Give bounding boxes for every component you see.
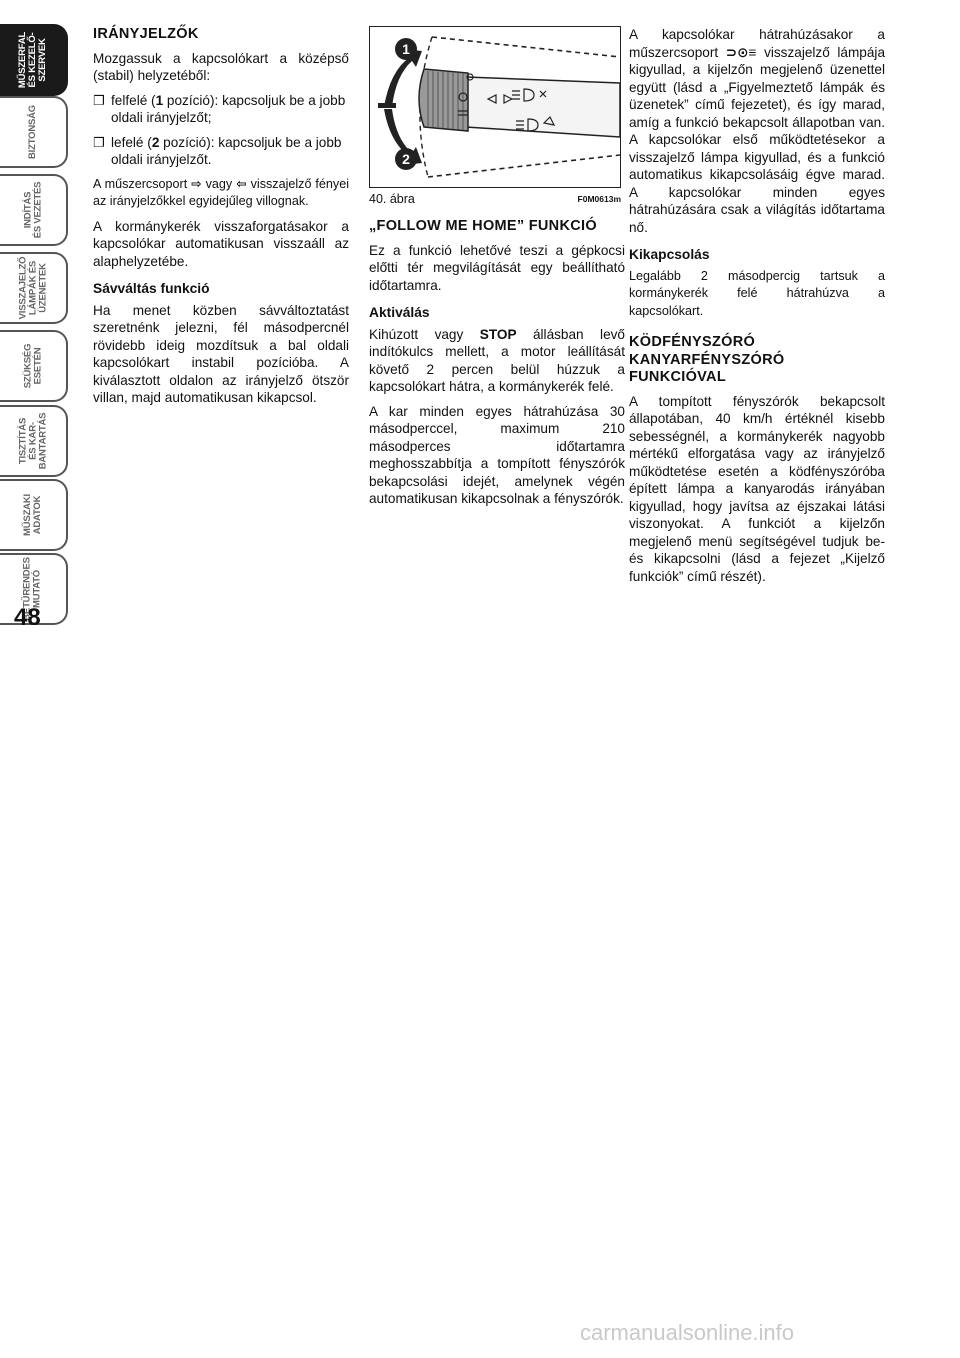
sub-heading: Sávváltás funkció [93,281,210,296]
figure-code: F0M0613m [577,194,621,204]
sub-heading: Kikapcsolás [629,247,710,262]
paragraph: A kapcsolókar hátrahúzásakor a műszercsoport ⊃⊙≡ visszajelző lámpája kigyullad, a kijelzőn megjelenő üzenettel együtt (lásd a „Figyelmeztető lámpák és üzenetek” című fejezetet), és így marad, amíg a funkció bekapcsolt állapotban van. A kapcsolókar első működtetésekor a visszajelző lámpa kigyullad, és a funkció automatikus kikapcsolásáig égve marad. A kapcsolókar minden egyes hátrahúzására csak a világítás időtartama nő. [629,27,885,235]
tab-inditas[interactable] [0,174,68,246]
page-number: 48 [14,604,41,631]
stalk-figure [369,26,621,188]
paragraph: A tompított fényszórók bekapcsolt állapotában, 40 km/h értéknél kisebb sebességnél, a kormánykerék nagyobb mértékű elforgatása vagy az irányjelző működtetése esetén a ködfényszóróba épített lámpa a kanyarodás irányában kigyullad, hogy javítsa az éjszakai látási viszonyokat. A funkciót a kijelzőn megjelenő menü segítségével tudjuk be- és kikapcsolni (lásd a fejezet „Kijelző funkciók” című részét). [629,393,885,584]
tab-label: MŰSZAKI ADATOK [22,494,43,536]
paragraph: A kormánykerék visszaforgatásakor a kapcsolókar automatikusan visszaáll az alaphelyzetébe. [93,218,349,269]
marker-1: 1 [402,41,410,57]
list-item [93,134,349,169]
tab-label: VISSZAJELZŐ LÁMPÁK ÉS ÜZENETEK [16,256,48,320]
paragraph: Mozgassuk a kapcsolókart a középső (stabil) helyzetéből: [93,50,349,83]
paragraph: Kihúzott vagy STOP állásban levő indítókulcs mellett, a motor leállítását követő 2 percen belül húzzuk a kapcsolókart hátra, a kormánykerék felé. [369,326,625,394]
left-arrow-icon: ⇦ [236,176,247,191]
tab-muszaki[interactable] [0,479,68,551]
paragraph: A műszercsoport ⇨ vagy ⇦ visszajelző fényei az irányjelzőkkel egyidejűleg villognak. [93,176,350,208]
section-heading: „FOLLOW ME HOME” FUNKCIÓ [369,218,597,234]
column-follow-me-home [369,218,625,515]
paragraph: A kar minden egyes hátrahúzása 30 másodperccel, maximum 210 másodperces időtartamra meghosszabbítja a tompított fényszórók bekapcsolási idejét, amelynek végén automatikusan kikapcsolnak a fényszórók. [369,403,625,506]
paragraph: Legalább 2 másodpercig tartsuk a kormánykerék felé hátrahúzva a kapcsolókart. [629,268,885,318]
marker-2: 2 [402,151,410,167]
checkbox-bullet-icon: ❒ [93,92,105,108]
follow-me-home-icon: ⊃⊙≡ [725,44,757,60]
tab-visszajelzo[interactable] [0,252,68,324]
tab-szukseg[interactable] [0,330,68,402]
figure-caption [369,192,621,206]
tab-biztonsag[interactable] [0,96,68,168]
bullet-text: lefelé (2 pozíció): kapcsoljuk be a jobb oldali irányjelzőt. [111,134,342,167]
bullet-text: felfelé (1 pozíció): kapcsoljuk be a jobb oldali irányjelzőt; [111,92,346,125]
sub-heading: Aktiválás [369,305,430,320]
tab-label: TISZTÍTÁS ÉS KAR- BANTARTÁS [16,412,48,470]
tab-label: INDÍTÁS ÉS VEZETÉS [21,181,43,239]
tab-label: BIZTONSÁG [26,105,38,159]
stop-label: STOP [479,326,517,342]
section-heading: IRÁNYJELZŐK [93,26,199,42]
column-turn-signals [93,26,349,414]
tab-muszerfal[interactable] [0,24,68,96]
figure-label: 40. ábra [369,192,415,206]
paragraph: Ez a funkció lehetővé teszi a gépkocsi előtti tér megvilágítását egy beállítható időtartamra. [369,242,625,293]
section-heading: KÖDFÉNYSZÓRÓ KANYARFÉNYSZÓRÓ FUNKCIÓVAL [629,334,785,385]
paragraph: Ha menet közben sávváltoztatást szeretnénk jelezni, fél másodpercnél rövidebb ideig mozdítsuk a bal oldali kapcsolókart instabil pozícióba. A kiválasztott oldalon az irányjelző ötször villan, majd automatikusan kikapcsol. [93,302,349,405]
tab-label: BETŰRENDES MUTATÓ [21,557,43,621]
tab-tisztitas[interactable] [0,405,68,477]
watermark: carmanualsonline.info [580,1320,795,1345]
checkbox-bullet-icon: ❒ [93,134,105,150]
tab-label: MŰSZERFAL ÉS KEZELŐ- SZERVEK [16,31,48,89]
right-arrow-icon: ⇨ [191,176,202,191]
tab-label: SZÜKSÉG ESETÉN [22,343,43,389]
column-fog-lights [629,26,885,592]
list-item [93,92,349,127]
stalk-illustration [370,27,620,187]
